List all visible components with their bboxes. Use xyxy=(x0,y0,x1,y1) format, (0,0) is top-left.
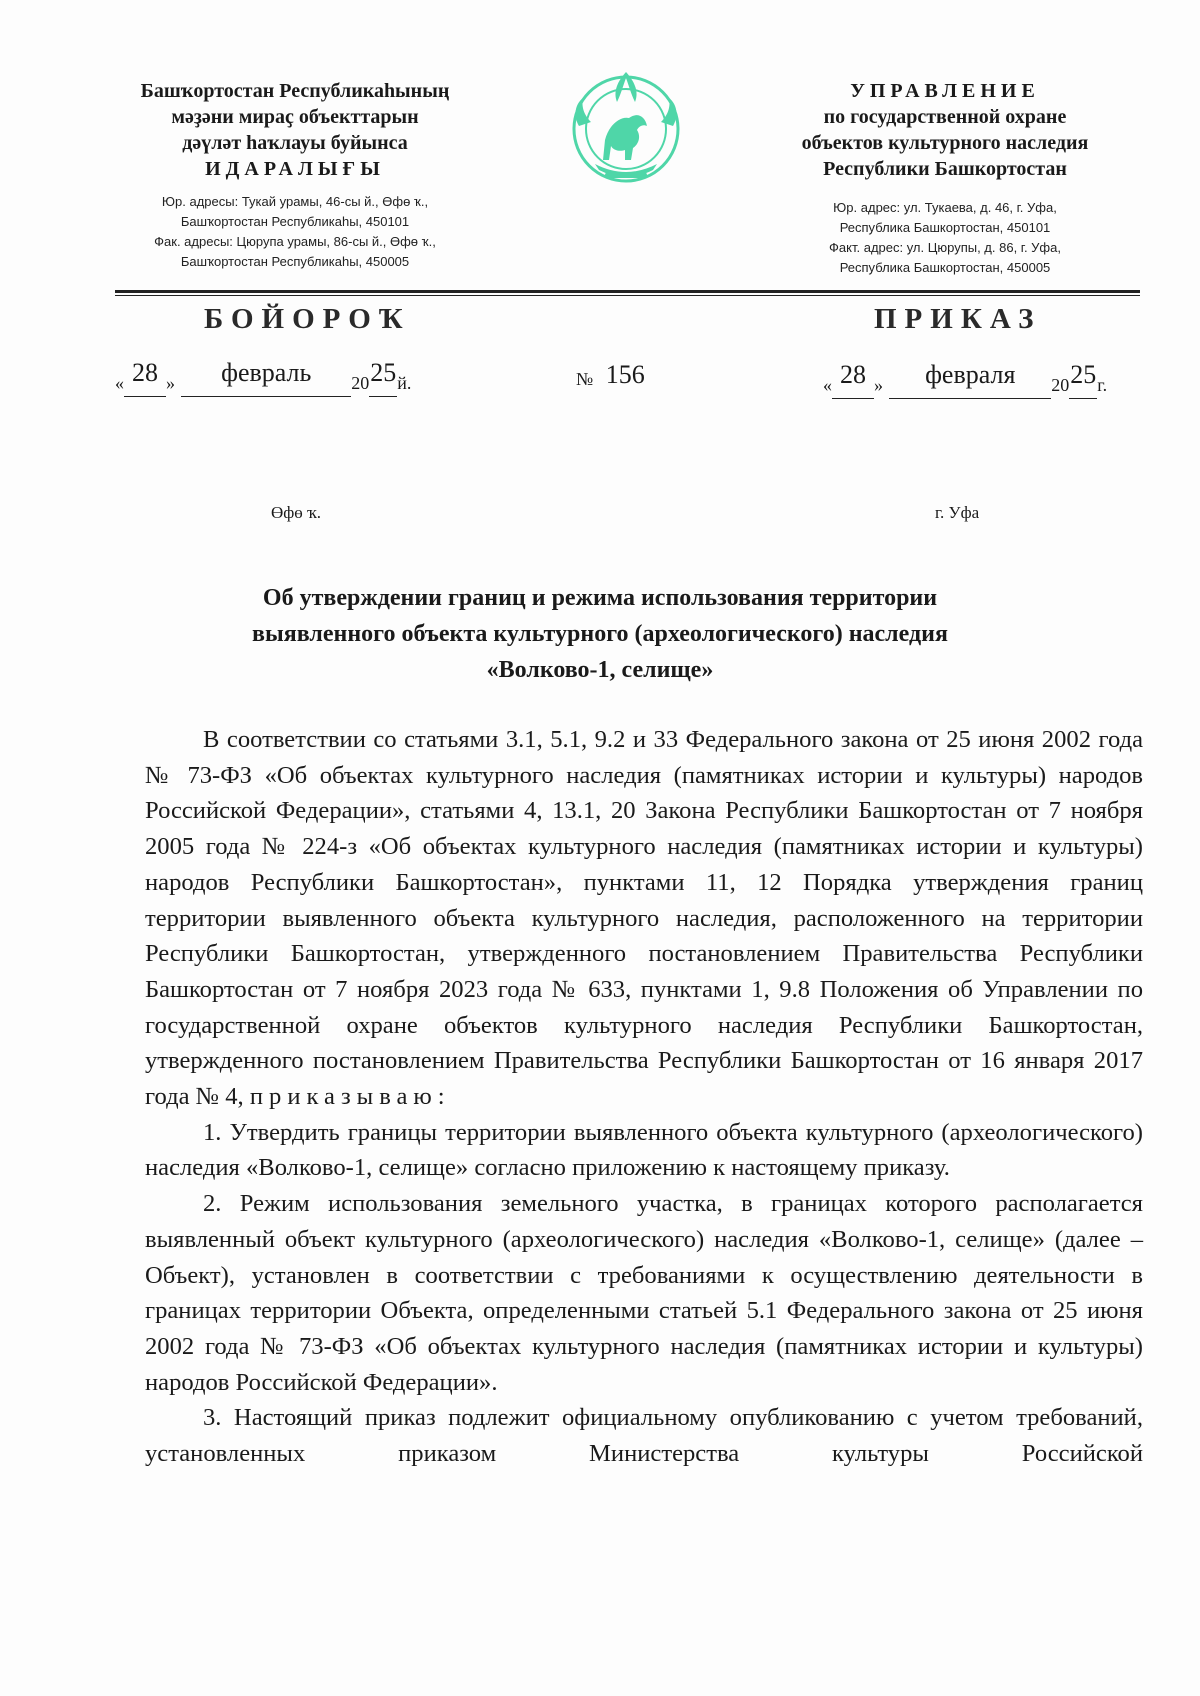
document-kind-left: БОЙОРОҠ xyxy=(204,303,411,335)
header-right-addr1: Юр. адрес: ул. Тукаева, д. 46, г. Уфа, xyxy=(833,200,1057,215)
header-right-line1: УПРАВЛЕНИЕ xyxy=(850,80,1040,102)
paragraph-item-1: 1. Утвердить границы территории выявленного объекта культурного (археологического) наследия «Волково-1, селище» согласно приложению к настоящему приказу. xyxy=(145,1118,1143,1182)
paragraph-item-3: 3. Настоящий приказ подлежит официальному опубликованию с учетом требований, установленных приказом Министерства культуры Российской xyxy=(145,1404,1143,1468)
header-right-line3: объектов культурного наследия xyxy=(801,132,1089,154)
title-line3: «Волково-1, селище» xyxy=(486,657,714,683)
date-right-day: 28 xyxy=(840,360,866,389)
header-left-addr3: Фак. адресы: Цюрупа урамы, 86-сы й., Өфө ҡ., xyxy=(154,234,436,249)
order-number-value: 156 xyxy=(605,360,645,389)
order-number: № 156 xyxy=(576,360,645,389)
header-left-addr4: Башҡортостан Республикаһы, 450005 xyxy=(180,254,410,269)
header-left-addr2: Башҡортостан Республикаһы, 450101 xyxy=(180,214,410,229)
document-body xyxy=(145,722,1143,1472)
date-left: « 28 » февраль 2025й. xyxy=(115,366,411,397)
header-left-line3: дәүләт һаҡлауы буйынса xyxy=(182,132,408,154)
date-left-month: февраль xyxy=(221,358,312,387)
header-divider-thick xyxy=(115,290,1140,293)
header-left-addr1: Юр. адресы: Тукай урамы, 46-сы й., Өфө ҡ., xyxy=(161,194,429,209)
header-right-addr3: Факт. адрес: ул. Цюрупы, д. 86, г. Уфа, xyxy=(829,240,1061,255)
title-line2: выявленного объекта культурного (археологического) наследия xyxy=(252,621,948,647)
paragraph-preamble: В соответствии со статьями 3.1, 5.1, 9.2 и 33 Федерального закона от 25 июня 2002 года № 73-ФЗ «Об объектах культурного наследия (памятниках истории и культуры) народов Российской Федерации», статьями 4, 13.1, 20 Закона Республики Башкортостан от 7 ноября 2005 года № 224-з «Об объектах культурного наследия (памятниках истории и культуры) народов Республики Башкортостан», пунктами 11, 12 Порядка утверждения границ территории выявленного объекта культурного наследия, расположенного на территории Республики Башкортостан, утвержденного постановлением Правительства Республики Башкортостан от 7 ноября 2023 года № 633, пунктами 1, 9.8 Положения об Управлении по государственной охране объектов культурного наследия Республики Башкортостан, утвержденного постановлением Правительства Республики Башкортостан от 16 января 2017 года № 4, приказываю: xyxy=(145,726,1143,1111)
header-right xyxy=(765,78,1125,278)
date-left-year: 25 xyxy=(370,358,397,387)
date-right-month: февраля xyxy=(925,360,1016,389)
header-left xyxy=(95,78,495,272)
header-right-addr2: Республика Башкортостан, 450101 xyxy=(839,220,1051,235)
header-left-line2: мәҙәни мираҫ объекттарын xyxy=(171,106,419,128)
header-right-line4: Республики Башкортостан xyxy=(823,158,1067,180)
paragraph-item-2: 2. Режим использования земельного участка, в границах которого располагается выявленный объект культурного (археологического) наследия «Волково-1, селище» (далее – Объект), установлен в соответствии с требованиями к осуществлению деятельности в границах территории Объекта, определенными статьей 5.1 Федерального закона от 25 июня 2002 года № 73-ФЗ «Об объектах культурного наследия (памятниках истории и культуры) народов Российской Федерации». xyxy=(145,1190,1143,1396)
order-word: приказываю: xyxy=(249,1083,451,1111)
date-right: « 28 » февраля 2025г. xyxy=(823,368,1107,399)
document-title xyxy=(150,580,1050,688)
document-kind-right: ПРИКАЗ xyxy=(874,303,1042,335)
coat-of-arms-icon xyxy=(565,68,687,190)
header-right-addr4: Республика Башкортостан, 450005 xyxy=(839,260,1051,275)
header-left-line4: ИДАРАЛЫҒЫ xyxy=(205,158,385,180)
date-left-day: 28 xyxy=(132,358,158,387)
header-left-line1: Башҡортостан Республикаһының xyxy=(140,80,450,102)
date-right-year: 25 xyxy=(1070,360,1097,389)
header-divider-thin xyxy=(115,295,1140,296)
header-right-line2: по государственной охране xyxy=(823,106,1067,128)
title-line1: Об утверждении границ и режима использования территории xyxy=(262,585,938,611)
city-right: г. Уфа xyxy=(935,503,980,522)
city-left: Өфө ҡ. xyxy=(271,503,322,522)
